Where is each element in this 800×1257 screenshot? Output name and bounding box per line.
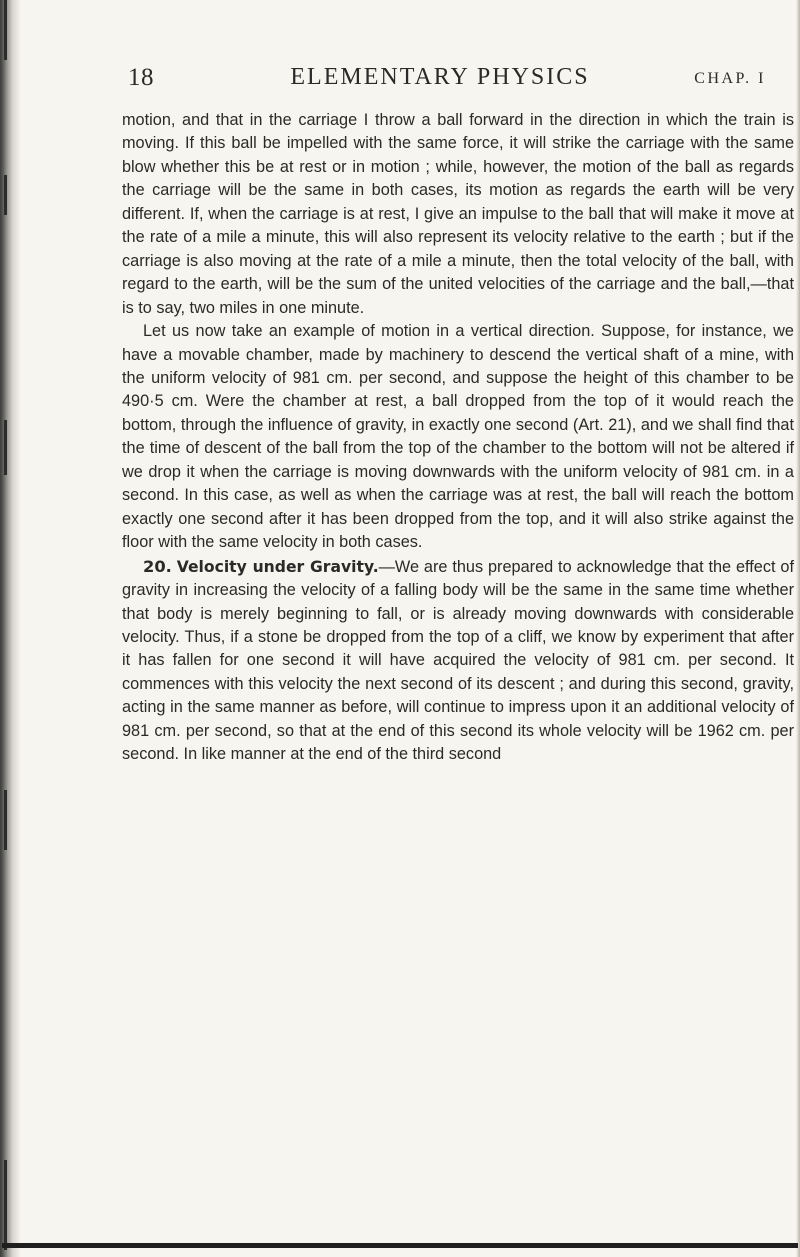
bottom-rule bbox=[2, 1243, 798, 1248]
section-number: 20. bbox=[143, 556, 172, 576]
running-header bbox=[128, 64, 766, 100]
binding-gutter bbox=[0, 0, 20, 1257]
section-20 bbox=[122, 555, 794, 767]
page-edge bbox=[796, 0, 800, 1257]
paragraph-vertical-motion: Let us now take an example of motion in a vertical direction. Suppose, for instance, we have a movable chamber, made by machinery to descend the vertical shaft of a mine, with the uniform velocity of 981 cm. per second, and suppose the height of this chamber to be 490·5 cm. Were the chamber at rest, a ball dropped from the top of it would reach the bottom, through the influence of gravity, in exactly one second (Art. 21), and we shall find that the time of descent of the ball from the top of the chamber to the bottom will not be altered if we drop it when the carriage is moving downwards with the uniform velocity of 981 cm. in a second. In this case, as well as when the carriage was at rest, the ball will reach the bottom exactly one second after it has been dropped from the top, and it will also strike against the floor with the same velocity in both cases. bbox=[122, 322, 794, 552]
section-text: —We are thus prepared to acknowledge that the effect of gravity in increasing the velocity of a falling body will be the same in the same time whether that body is merely beginning to fall, or is already moving downwards with considerable velocity. Thus, if a stone be dropped from the top of a cliff, we know by experiment that after it has fallen for one second it will have acquired the velocity of 981 cm. per second. It commences with this velocity the next second of its descent ; and during this second, gravity, acting in the same manner as before, will continue to impress upon it an additional velocity of 981 cm. per second, so that at the end of this second its whole velocity will be 1962 cm. per second. In like manner at the end of the third second bbox=[122, 557, 794, 764]
running-title: ELEMENTARY PHYSICS bbox=[290, 64, 590, 90]
section-title: Velocity under Gravity. bbox=[176, 557, 379, 576]
chapter-label: CHAP. I bbox=[694, 70, 766, 87]
body-text bbox=[122, 109, 794, 767]
page-number: 18 bbox=[128, 64, 154, 91]
paragraph-continued: motion, and that in the carriage I throw a ball forward in the direction in which the train is moving. If this ball be impelled with the same force, it will strike the carriage with the same blow whether this be at rest or in motion ; while, however, the motion of the ball as regards the carriage will be the same in both cases, its motion as regards the earth will be very different. If, when the carriage is at rest, I give an impulse to the ball that will make it move at the rate of a mile a minute, this will also represent its velocity relative to the earth ; but if the carriage is also moving at the rate of a mile a minute, then the total velocity of the ball, with regard to the earth, will be the sum of the united velocities of the carriage and the ball,—that is to say, two miles in one minute. bbox=[122, 111, 794, 317]
